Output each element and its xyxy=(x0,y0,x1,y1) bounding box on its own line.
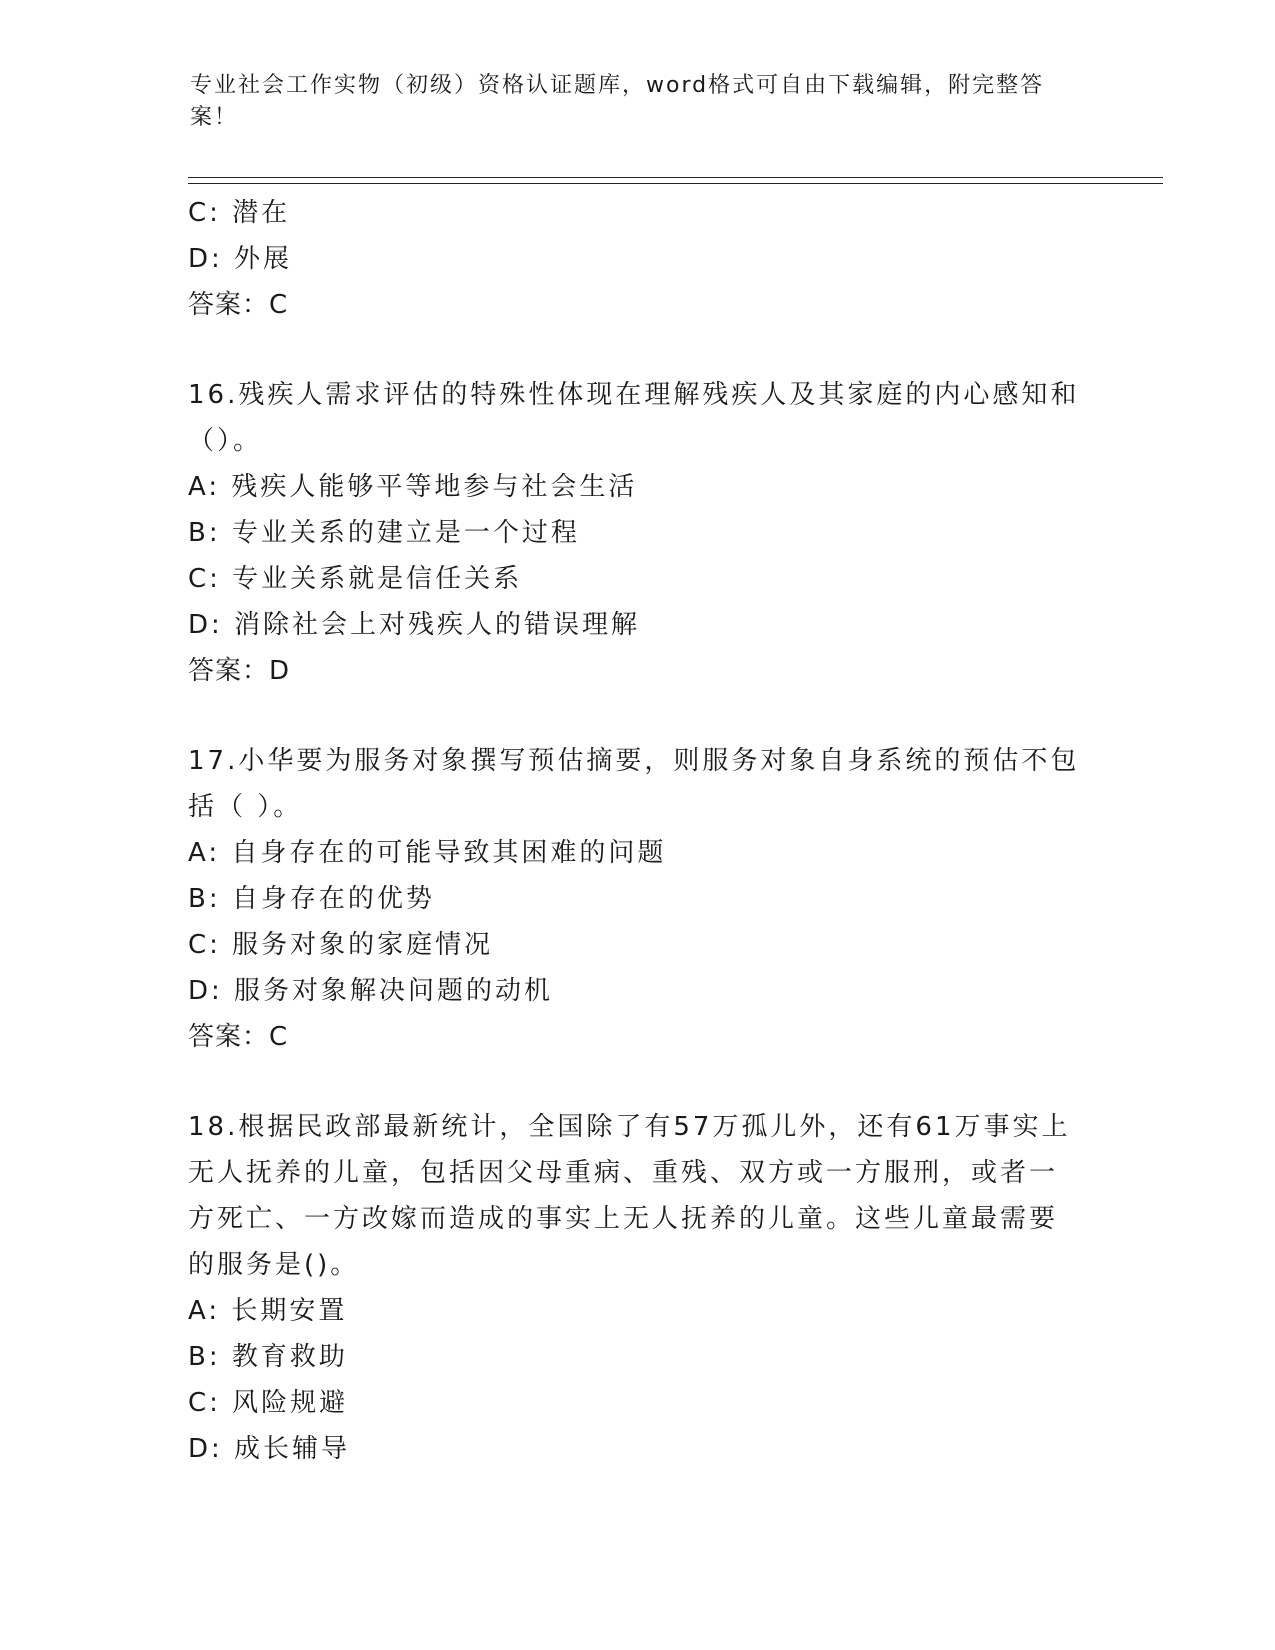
spacer xyxy=(188,694,1088,738)
question-stem: 16.残疾人需求评估的特殊性体现在理解残疾人及其家庭的内心感知和 xyxy=(188,380,1080,410)
option-d: D: 服务对象解决问题的动机 xyxy=(188,976,554,1006)
option-d: D: 外展 xyxy=(188,244,293,274)
option-b: B: 自身存在的优势 xyxy=(188,884,435,914)
question-stem: 的服务是()。 xyxy=(188,1250,360,1280)
option-d: D: 消除社会上对残疾人的错误理解 xyxy=(188,610,641,640)
page-header xyxy=(190,70,1080,134)
option-a: A: 残疾人能够平等地参与社会生活 xyxy=(188,472,638,502)
question-stem: 无人抚养的儿童，包括因父母重病、重残、双方或一方服刑，或者一 xyxy=(188,1158,1059,1188)
option-c: C: 风险规避 xyxy=(188,1388,349,1418)
option-a: A: 长期安置 xyxy=(188,1296,348,1326)
question-18 xyxy=(188,1104,1088,1472)
answer-line: 答案：C xyxy=(188,290,289,320)
question-stem: （）。 xyxy=(188,426,263,456)
header-rule-bottom xyxy=(188,183,1163,184)
question-stem: 17.小华要为服务对象撰写预估摘要，则服务对象自身系统的预估不包 xyxy=(188,746,1080,776)
option-b: B: 教育救助 xyxy=(188,1342,348,1372)
spacer xyxy=(188,1060,1088,1104)
prev-question xyxy=(188,190,1088,328)
question-16 xyxy=(188,372,1088,694)
header-rule-top xyxy=(188,177,1163,178)
option-c: C: 服务对象的家庭情况 xyxy=(188,930,494,960)
answer-line: 答案：D xyxy=(188,656,291,686)
header-line-1: 专业社会工作实物（初级）资格认证题库，word格式可自由下载编辑，附完整答 xyxy=(190,73,1045,98)
spacer xyxy=(188,328,1088,372)
option-c: C: 潜在 xyxy=(188,198,291,228)
header-line-2: 案！ xyxy=(190,105,239,130)
option-c: C: 专业关系就是信任关系 xyxy=(188,564,523,594)
question-stem: 18.根据民政部最新统计，全国除了有57万孤儿外，还有61万事实上 xyxy=(188,1112,1071,1142)
question-stem: 方死亡、一方改嫁而造成的事实上无人抚养的儿童。这些儿童最需要 xyxy=(188,1204,1059,1234)
option-a: A: 自身存在的可能导致其困难的问题 xyxy=(188,838,667,868)
answer-line: 答案：C xyxy=(188,1022,289,1052)
option-b: B: 专业关系的建立是一个过程 xyxy=(188,518,580,548)
option-d: D: 成长辅导 xyxy=(188,1434,351,1464)
question-content xyxy=(188,190,1088,1472)
question-stem: 括（ ）。 xyxy=(188,792,303,822)
question-17 xyxy=(188,738,1088,1060)
